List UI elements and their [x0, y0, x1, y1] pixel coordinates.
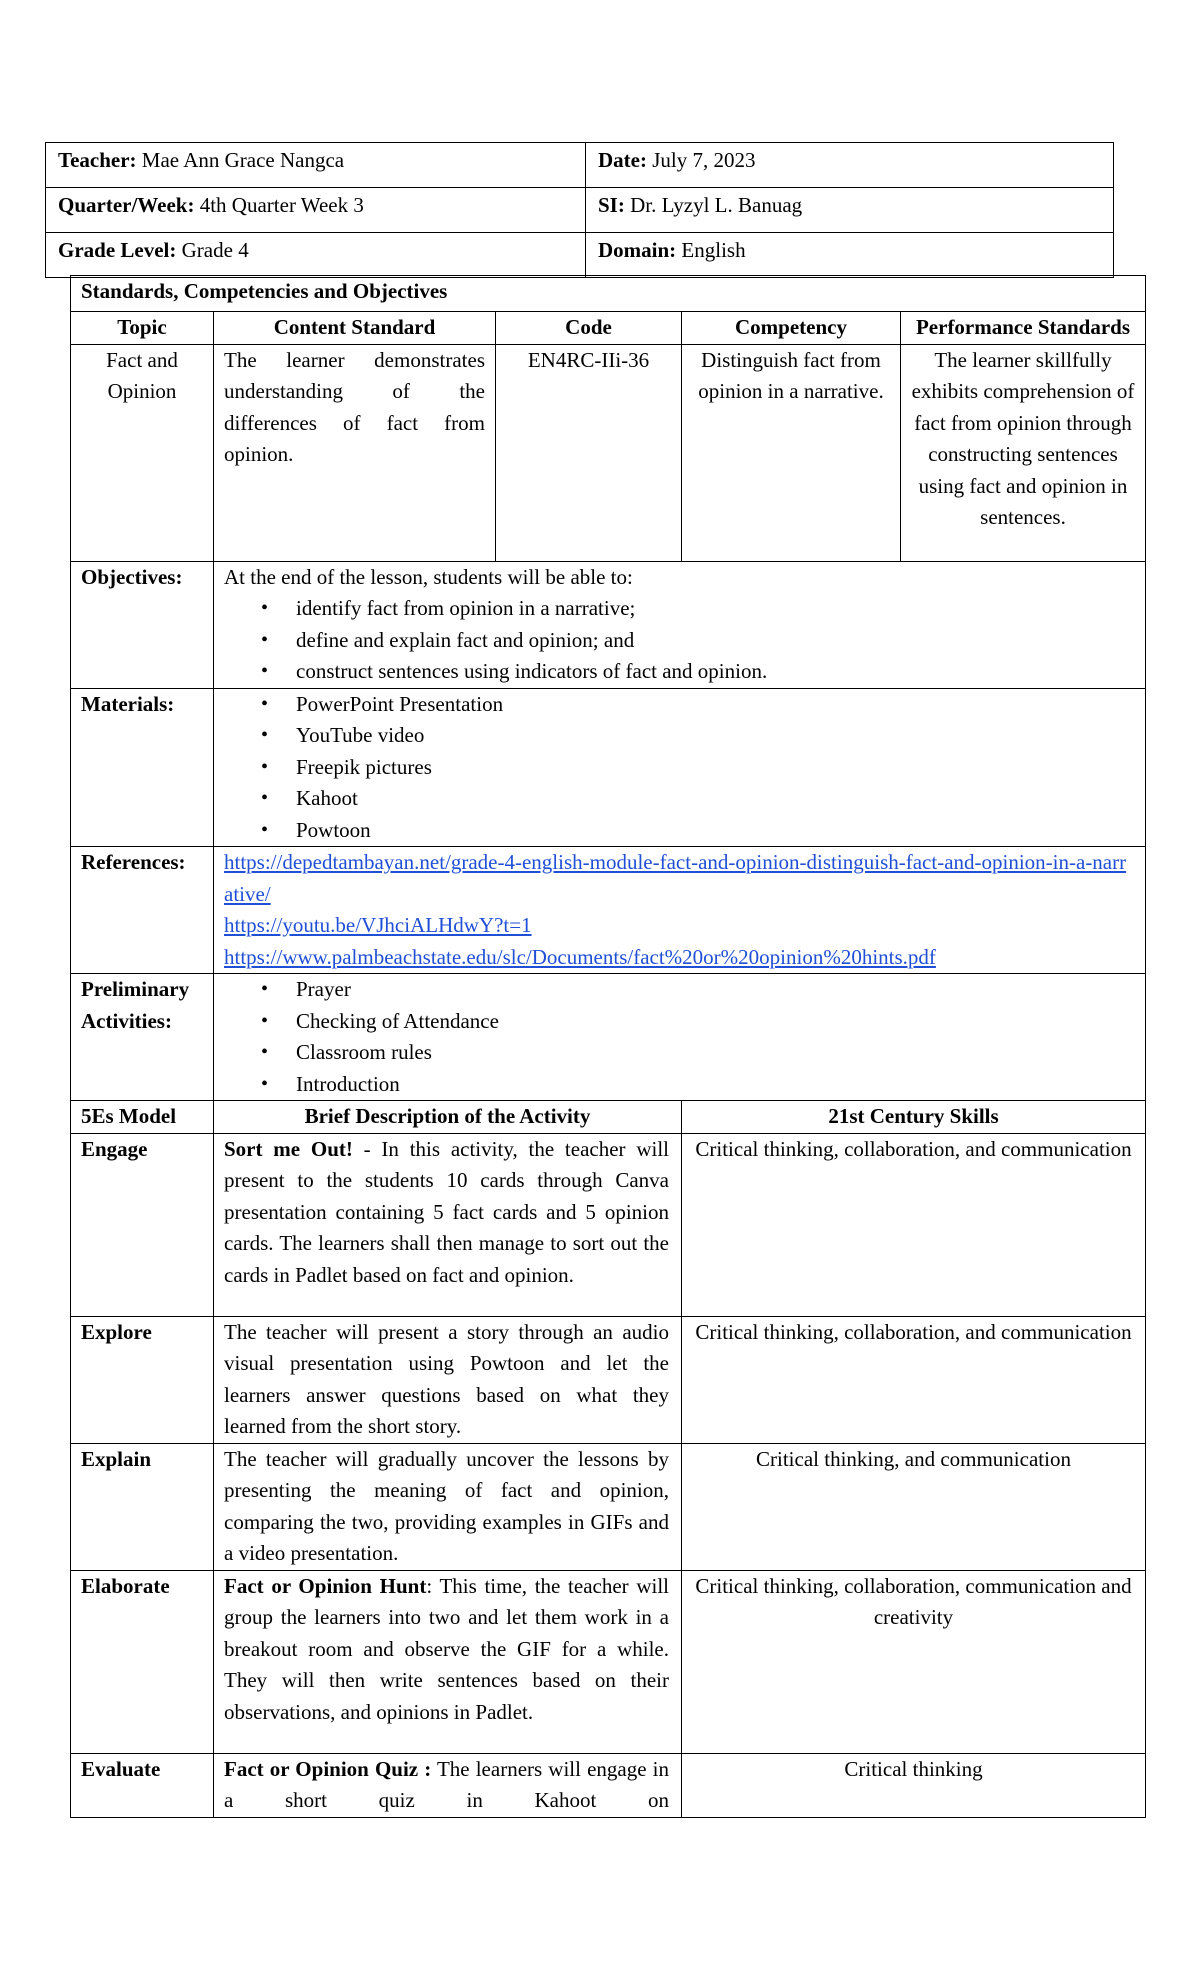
date-cell — [586, 143, 1114, 188]
engage-activity-title: Sort me Out! — [224, 1136, 353, 1161]
teacher-name: Mae Ann Grace Nangca — [141, 148, 345, 172]
evaluate-skills: Critical thinking — [682, 1753, 1146, 1817]
explore-description: The teacher will present a story through an audio visual presentation using Powtoon and let the learners answer questions based on what they learned from the short story. — [214, 1316, 682, 1443]
explain-description: The teacher will gradually uncover the lessons by presenting the meaning of fact and opinion, comparing the two, providing examples in GIFs and a video presentation. — [214, 1443, 682, 1570]
teacher-cell — [46, 143, 586, 188]
topic-cell: Fact and Opinion — [71, 344, 214, 561]
evaluate-activity-title: Fact or Opinion Quiz : — [224, 1756, 432, 1781]
description-header: Brief Description of the Activity — [214, 1101, 682, 1134]
header-row-teacher — [46, 143, 1114, 188]
list-item: • Powtoon — [224, 815, 1135, 847]
elaborate-label: Elaborate — [71, 1570, 214, 1753]
header-row-grade — [46, 233, 1114, 278]
objectives-label: Objectives: — [71, 561, 214, 688]
references-cell — [214, 847, 1146, 974]
grade-value: Grade 4 — [181, 238, 249, 262]
list-item: • Introduction — [224, 1069, 1135, 1101]
elaborate-activity-text: : This time, the teacher will group the learners into two and let them work in a breakout room and observe the GIF for a while. They will then write sentences based on their observations, and opinions in Padlet. — [224, 1573, 669, 1724]
preliminary-cell — [214, 974, 1146, 1101]
skills-header: 21st Century Skills — [682, 1101, 1146, 1134]
lesson-plan-table — [70, 275, 1146, 1818]
materials-cell — [214, 688, 1146, 847]
date-value: July 7, 2023 — [652, 148, 756, 172]
model-header-row — [71, 1101, 1146, 1134]
domain-cell — [586, 233, 1114, 278]
si-cell — [586, 188, 1114, 233]
list-item: • YouTube video — [224, 720, 1135, 752]
explore-label: Explore — [71, 1316, 214, 1443]
quarter-label: Quarter/Week: — [58, 193, 195, 217]
date-label: Date: — [598, 148, 647, 172]
objectives-row — [71, 561, 1146, 688]
references-label: References: — [71, 847, 214, 974]
content-standard-cell: The learner demonstrates understanding of the differences of fact from opinion. — [214, 344, 496, 561]
engage-skills: Critical thinking, collaboration, and communication — [682, 1133, 1146, 1316]
list-item: • Checking of Attendance — [224, 1006, 1135, 1038]
preliminary-row — [71, 974, 1146, 1101]
list-item: • Prayer — [224, 974, 1135, 1006]
model-header: 5Es Model — [71, 1101, 214, 1134]
list-item: • Classroom rules — [224, 1037, 1135, 1069]
explain-label: Explain — [71, 1443, 214, 1570]
evaluate-activity-text: The learners will engage in a short quiz in Kahoot on — [224, 1756, 669, 1812]
domain-value: English — [681, 238, 746, 262]
evaluate-row — [71, 1753, 1146, 1817]
reference-link-depedtambayan[interactable]: https://depedtambayan.net/grade-4-english-module-fact-and-opinion-distinguish-fact-and-opinion-in-a-narrative/ — [224, 850, 1127, 906]
explore-skills: Critical thinking, collaboration, and communication — [682, 1316, 1146, 1443]
objectives-list — [224, 593, 1135, 688]
explain-skills: Critical thinking, and communication — [682, 1443, 1146, 1570]
header-row-quarter — [46, 188, 1114, 233]
section-title: Standards, Competencies and Objectives — [71, 276, 1146, 312]
list-item: • construct sentences using indicators of fact and opinion. — [224, 656, 1135, 688]
materials-label: Materials: — [71, 688, 214, 847]
teacher-label: Teacher: — [58, 148, 137, 172]
topic-header: Topic — [71, 312, 214, 345]
list-item: • define and explain fact and opinion; and — [224, 625, 1135, 657]
engage-activity-text: - In this activity, the teacher will present to the students 10 cards through Canva presentation containing 5 fact cards and 5 opinion cards. The learners shall then manage to sort out the cards in Padlet based on fact and opinion. — [224, 1136, 669, 1287]
code-header: Code — [496, 312, 682, 345]
competency-header: Competency — [682, 312, 901, 345]
list-item: • PowerPoint Presentation — [224, 689, 1135, 721]
grade-cell — [46, 233, 586, 278]
evaluate-label: Evaluate — [71, 1753, 214, 1817]
grade-label: Grade Level: — [58, 238, 177, 262]
code-cell: EN4RC-IIi-36 — [496, 344, 682, 561]
evaluate-description — [214, 1753, 682, 1817]
elaborate-row — [71, 1570, 1146, 1753]
engage-description — [214, 1133, 682, 1316]
list-item: • Freepik pictures — [224, 752, 1135, 784]
quarter-cell — [46, 188, 586, 233]
engage-label: Engage — [71, 1133, 214, 1316]
preliminary-list — [224, 974, 1135, 1100]
performance-standards-cell: The learner skillfully exhibits comprehension of fact from opinion through constructing sentences using fact and opinion in sentences. — [901, 344, 1146, 561]
objectives-cell — [214, 561, 1146, 688]
references-row — [71, 847, 1146, 974]
materials-row — [71, 688, 1146, 847]
si-value: Dr. Lyzyl L. Banuag — [630, 193, 803, 217]
elaborate-skills: Critical thinking, collaboration, communication and creativity — [682, 1570, 1146, 1753]
si-label: SI: — [598, 193, 625, 217]
domain-label: Domain: — [598, 238, 677, 262]
standards-header-row — [71, 312, 1146, 345]
competency-cell: Distinguish fact from opinion in a narrative. — [682, 344, 901, 561]
content-standard-header: Content Standard — [214, 312, 496, 345]
list-item: • identify fact from opinion in a narrative; — [224, 593, 1135, 625]
list-item: • Kahoot — [224, 783, 1135, 815]
materials-list — [224, 689, 1135, 847]
explore-row — [71, 1316, 1146, 1443]
elaborate-activity-title: Fact or Opinion Hunt — [224, 1573, 427, 1598]
objectives-intro: At the end of the lesson, students will be able to: — [224, 564, 633, 589]
header-info-table — [45, 142, 1114, 278]
preliminary-label: Preliminary Activities: — [71, 974, 214, 1101]
engage-row — [71, 1133, 1146, 1316]
explain-row — [71, 1443, 1146, 1570]
performance-standards-header: Performance Standards — [901, 312, 1146, 345]
standards-title-row — [71, 276, 1146, 312]
quarter-value: 4th Quarter Week 3 — [199, 193, 364, 217]
elaborate-description — [214, 1570, 682, 1753]
reference-link-palmbeachstate[interactable]: https://www.palmbeachstate.edu/slc/Documents/fact%20or%20opinion%20hints.pdf — [224, 944, 936, 969]
standards-row — [71, 344, 1146, 561]
reference-link-youtube[interactable]: https://youtu.be/VJhciALHdwY?t=1 — [224, 913, 532, 937]
